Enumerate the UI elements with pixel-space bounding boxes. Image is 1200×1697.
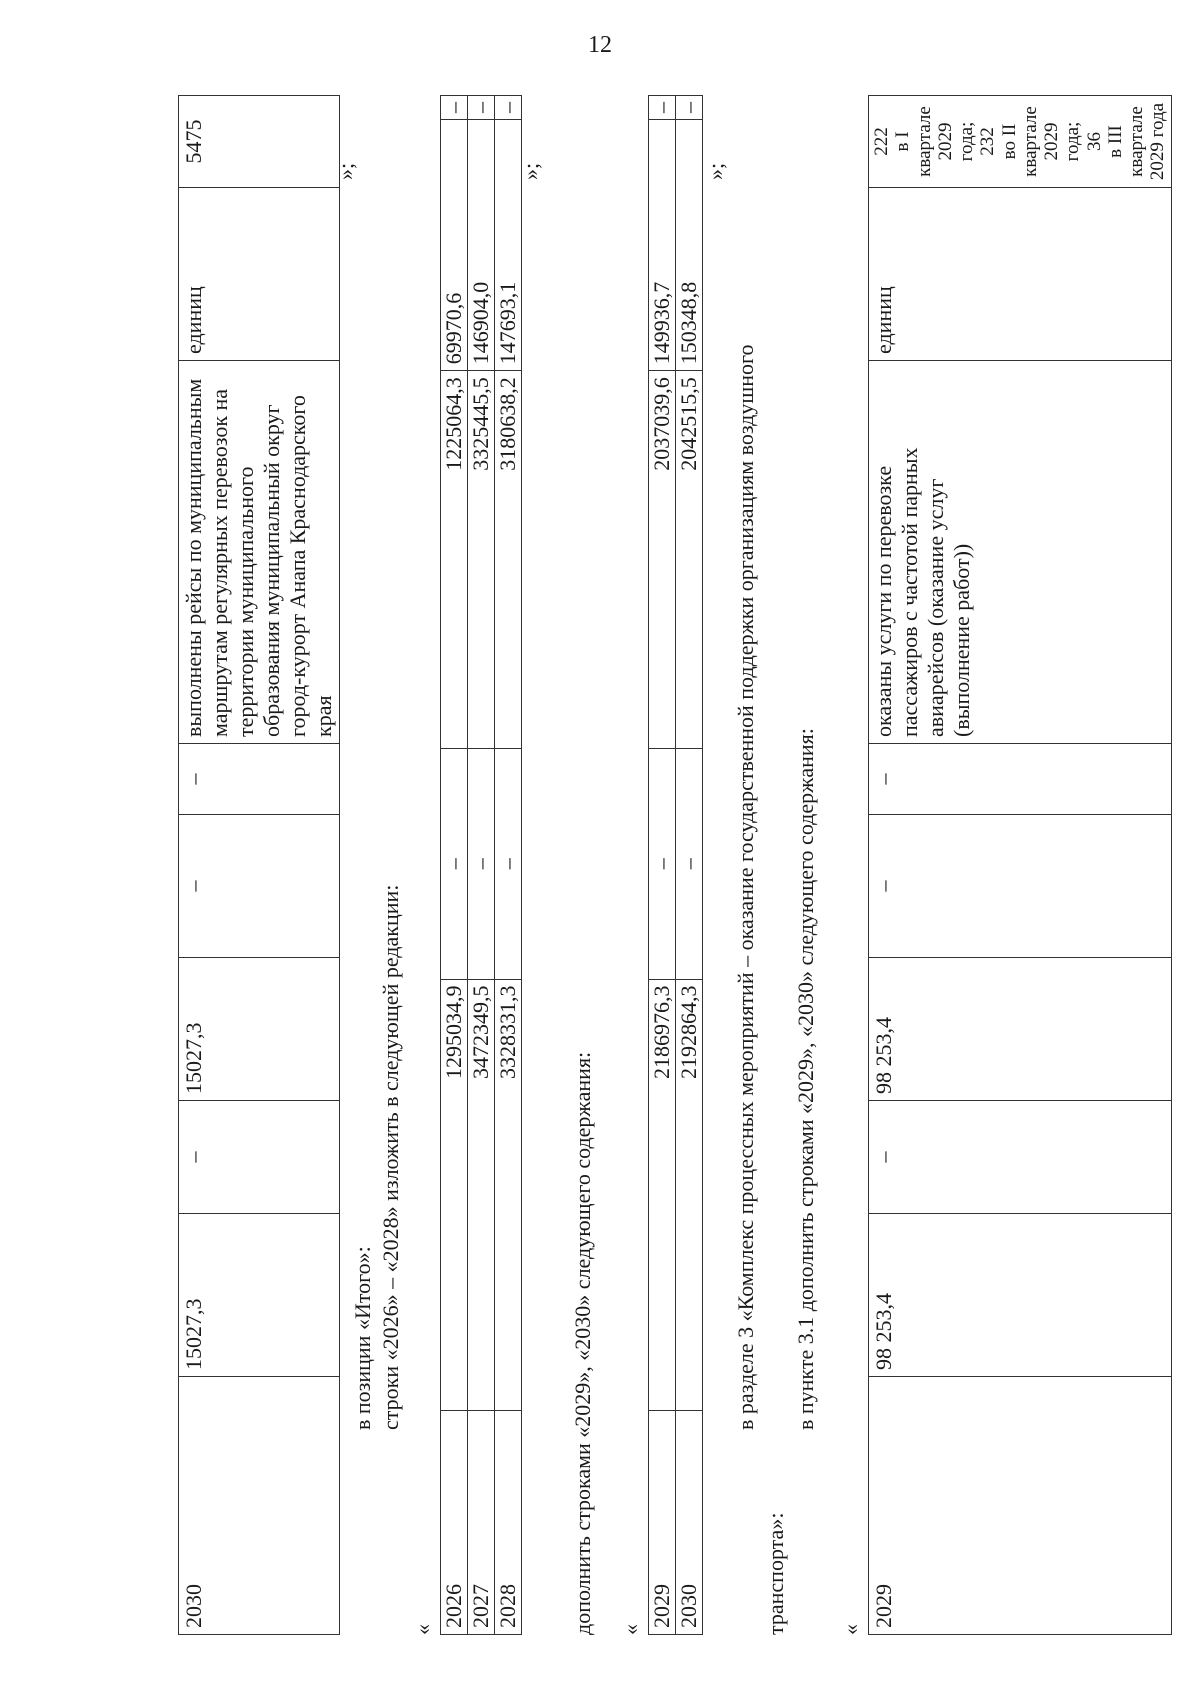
table-air-transport-2029 <box>868 95 1172 1635</box>
cell-local: – <box>869 815 1172 958</box>
cell-dash: – <box>649 748 676 979</box>
paragraph-itogo: в позиции «Итого»: <box>350 1246 375 1430</box>
table-row <box>494 96 521 1635</box>
cell-unit: единиц <box>179 188 340 361</box>
cell-federal: – <box>869 1101 1172 1214</box>
cell-value <box>869 96 1172 188</box>
cell-dash: – <box>467 748 494 979</box>
cell-year: 2030 <box>675 1411 702 1635</box>
table-2030-continuation <box>178 95 340 1635</box>
paragraph-section-3-cont: транспорта»: <box>763 1512 788 1635</box>
paragraph-point-3-1: в пункте 3.1 дополнить строками «2029», «2030» следующего содержания: <box>793 728 818 1430</box>
cell-federal: 3180638,2 <box>494 371 521 749</box>
cell-year: 2028 <box>494 1411 521 1635</box>
table-itogo-2029-2030 <box>648 95 703 1635</box>
cell-dash: – <box>494 748 521 979</box>
cell-regional: 150348,8 <box>675 120 702 371</box>
paragraph-section-3: в разделе 3 «Комплекс процессных мероприятий – оказание государственной поддержки организациям воздушного <box>733 344 758 1430</box>
cell-dash: – <box>675 748 702 979</box>
cell-other: – <box>441 96 468 120</box>
cell-total: 3328331,3 <box>494 979 521 1411</box>
cell-year: 2026 <box>441 1411 468 1635</box>
opening-quote: « <box>618 1624 643 1635</box>
cell-result: оказаны услуги по перевозке пассажиров с частотой парных авиарейсов (оказание услуг (выполнение работ)) <box>869 361 1172 744</box>
value-line: в III квартале <box>1104 106 1148 177</box>
cell-regional: 98 253,4 <box>869 958 1172 1101</box>
cell-other: – <box>179 744 340 815</box>
paragraph-add-2029-2030: дополнить строками «2029», «2030» следующего содержания: <box>570 1051 595 1635</box>
table-row <box>179 96 340 1635</box>
opening-quote: « <box>410 1624 435 1635</box>
value-line: во II квартале <box>998 106 1041 177</box>
cell-total: 1295034,9 <box>441 979 468 1411</box>
value-line: 2029 года; <box>934 121 978 162</box>
cell-year: 2030 <box>179 1377 340 1635</box>
cell-total: 2192864,3 <box>675 979 702 1411</box>
closing-quote: »; <box>333 162 358 180</box>
cell-regional: 149936,7 <box>649 120 676 371</box>
cell-dash: – <box>441 748 468 979</box>
table-row <box>869 96 1172 1635</box>
cell-total: 98 253,4 <box>869 1214 1172 1377</box>
cell-federal: 3325445,5 <box>467 371 494 749</box>
cell-result: выполнены рейсы по муниципальным маршрутам регулярных перевозок на территории муниципального образования муниципальный округ город-курорт Анапа Краснодарского края <box>179 361 340 744</box>
cell-other: – <box>869 744 1172 815</box>
cell-regional: 147693,1 <box>494 120 521 371</box>
table-row <box>675 96 702 1635</box>
value-line: 222 <box>871 127 892 156</box>
paragraph-rows-2026-2028: строки «2026» – «2028» изложить в следующей редакции: <box>378 884 403 1430</box>
cell-other: – <box>494 96 521 120</box>
cell-total: 2186976,3 <box>649 979 676 1411</box>
rotated-document-content <box>178 95 1169 1635</box>
cell-year: 2027 <box>467 1411 494 1635</box>
table-itogo-2026-2028 <box>440 95 522 1635</box>
value-line: в I квартале <box>892 106 935 177</box>
table-row <box>441 96 468 1635</box>
cell-other: – <box>467 96 494 120</box>
closing-quote: »; <box>703 162 728 180</box>
cell-federal: – <box>179 1101 340 1214</box>
value-line: 2029 года; <box>1041 121 1084 162</box>
cell-federal: 2037039,6 <box>649 371 676 749</box>
cell-federal: 1225064,3 <box>441 371 468 749</box>
value-line: 36 <box>1083 132 1105 151</box>
closing-quote: »; <box>518 162 543 180</box>
cell-local: – <box>179 815 340 958</box>
cell-federal: 2042515,5 <box>675 371 702 749</box>
cell-year: 2029 <box>649 1411 676 1635</box>
cell-regional: 146904,0 <box>467 120 494 371</box>
table-row <box>467 96 494 1635</box>
cell-total: 15027,3 <box>179 1214 340 1377</box>
cell-unit: единиц <box>869 188 1172 361</box>
cell-regional: 15027,3 <box>179 958 340 1101</box>
value-line: 232 <box>977 127 999 156</box>
cell-year: 2029 <box>869 1377 1172 1635</box>
cell-other: – <box>649 96 676 120</box>
cell-value: 5475 <box>179 96 340 188</box>
page-number: 12 <box>588 32 612 58</box>
cell-regional: 69970,6 <box>441 120 468 371</box>
value-line: 2029 года <box>1147 102 1169 181</box>
opening-quote: « <box>838 1624 863 1635</box>
cell-other: – <box>675 96 702 120</box>
table-row <box>649 96 676 1635</box>
cell-total: 3472349,5 <box>467 979 494 1411</box>
